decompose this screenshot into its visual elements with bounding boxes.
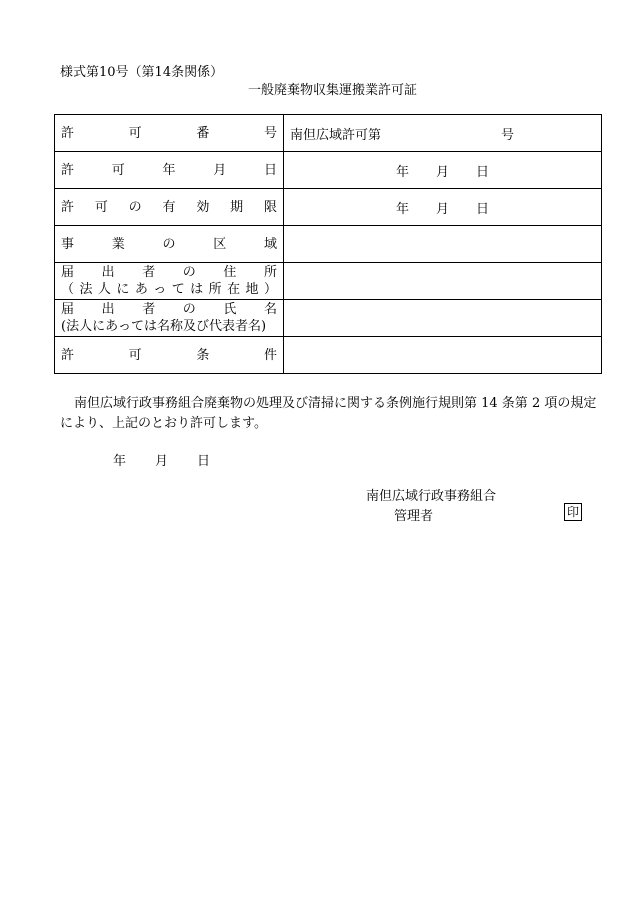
sublabel-char: 地 [245,282,259,297]
issuer-title: 管理者 [394,509,434,524]
permit-date-month: 月 [435,164,449,180]
label-char: 出 [101,302,115,317]
sublabel-char: 在 [227,282,241,297]
label-char: 許 [61,199,75,215]
label-char: 可 [94,199,108,215]
label-char: 可 [128,347,142,363]
label-char: 住 [223,265,237,280]
label-char: 所 [263,265,277,280]
permit-date-day: 日 [475,164,489,180]
label-char: 事 [61,236,75,252]
label-char: 許 [61,162,75,178]
value-permit-number [284,115,602,152]
label-permit-conditions [55,337,284,374]
label-char: 日 [263,162,277,178]
sublabel-char: て [171,282,185,297]
permit-number-prefix: 南但広域許可第 [290,127,382,143]
row-permit-conditions [55,337,602,374]
row-label-text [61,125,277,142]
label-char: 出 [101,265,115,280]
sublabel-char: あ [134,282,148,297]
permit-table [54,114,602,374]
label-char: の [128,199,142,215]
label-char: 氏 [223,302,237,317]
value-permit-date [284,152,602,189]
row-permit-date [55,152,602,189]
label-business-area [55,226,284,263]
label-char: の [182,302,196,317]
label-char: 届 [61,302,75,317]
row-label-text [61,162,277,179]
label-applicant-name [55,300,284,337]
sublabel-char: に [116,282,130,297]
row-applicant-address [55,263,602,300]
label-char: 可 [128,125,142,141]
row-sublabel-text [61,281,277,298]
label-char: 限 [263,199,277,215]
row-label-text [61,199,277,216]
label-char: 許 [61,347,75,363]
value-applicant-name [284,300,602,337]
row-validity-period [55,189,602,226]
label-char: 域 [263,236,277,252]
value-permit-conditions [284,337,602,374]
label-char: 条 [196,347,210,363]
permit-number-suffix: 号 [501,127,515,143]
issue-date [113,450,239,469]
applicant-name-note: (法人にあっては名称及び代表者名) [61,319,267,334]
sublabel-char: 所 [208,282,222,297]
label-permit-number [55,115,284,152]
row-label-text [61,301,277,318]
label-char: 名 [263,302,277,317]
label-char: の [182,265,196,280]
label-char: 有 [162,199,176,215]
row-label-text [61,264,277,281]
label-char: 号 [263,125,277,141]
value-validity-period [284,189,602,226]
row-applicant-name [55,300,602,337]
label-char: 月 [213,162,227,178]
row-permit-number [55,115,602,152]
label-char: 区 [213,236,227,252]
label-char: 件 [263,347,277,363]
form-number: 様式第10号（第14条関係） [60,65,224,80]
validity-month: 月 [435,201,449,217]
sublabel-char: （ [61,282,75,297]
value-business-area [284,226,602,263]
sublabel-char: 法 [79,282,93,297]
issue-year: 年 [113,454,127,469]
label-char: 者 [142,302,156,317]
row-business-area [55,226,602,263]
validity-day: 日 [475,201,489,217]
permit-date-year: 年 [395,164,409,180]
label-char: 者 [142,265,156,280]
label-char: 番 [196,125,210,141]
sublabel-char: っ [153,282,167,297]
label-char: 届 [61,265,75,280]
label-permit-date [55,152,284,189]
label-char: 可 [111,162,125,178]
document-title: 一般廃棄物収集運搬業許可証 [248,83,418,98]
label-char: 期 [230,199,244,215]
sublabel-char: ） [263,282,277,297]
sublabel-char: は [190,282,204,297]
label-applicant-address [55,263,284,300]
label-char: 業 [111,236,125,252]
seal-mark: 印 [564,503,582,521]
label-char: 効 [196,199,210,215]
issue-month: 月 [155,454,169,469]
issue-day: 日 [197,454,211,469]
label-char: の [162,236,176,252]
label-char: 許 [61,125,75,141]
row-label-text [61,347,277,364]
label-char: 年 [162,162,176,178]
validity-year: 年 [395,201,409,217]
value-applicant-address [284,263,602,300]
issuer-organization: 南但広域行政事務組合 [366,489,497,504]
permit-statement: 南但広域行政事務組合廃棄物の処理及び清掃に関する条例施行規則第 14 条第 2 項の規定により、上記のとおり許可します。 [60,396,597,431]
row-label-text [61,236,277,253]
sublabel-char: 人 [97,282,111,297]
label-validity-period [55,189,284,226]
